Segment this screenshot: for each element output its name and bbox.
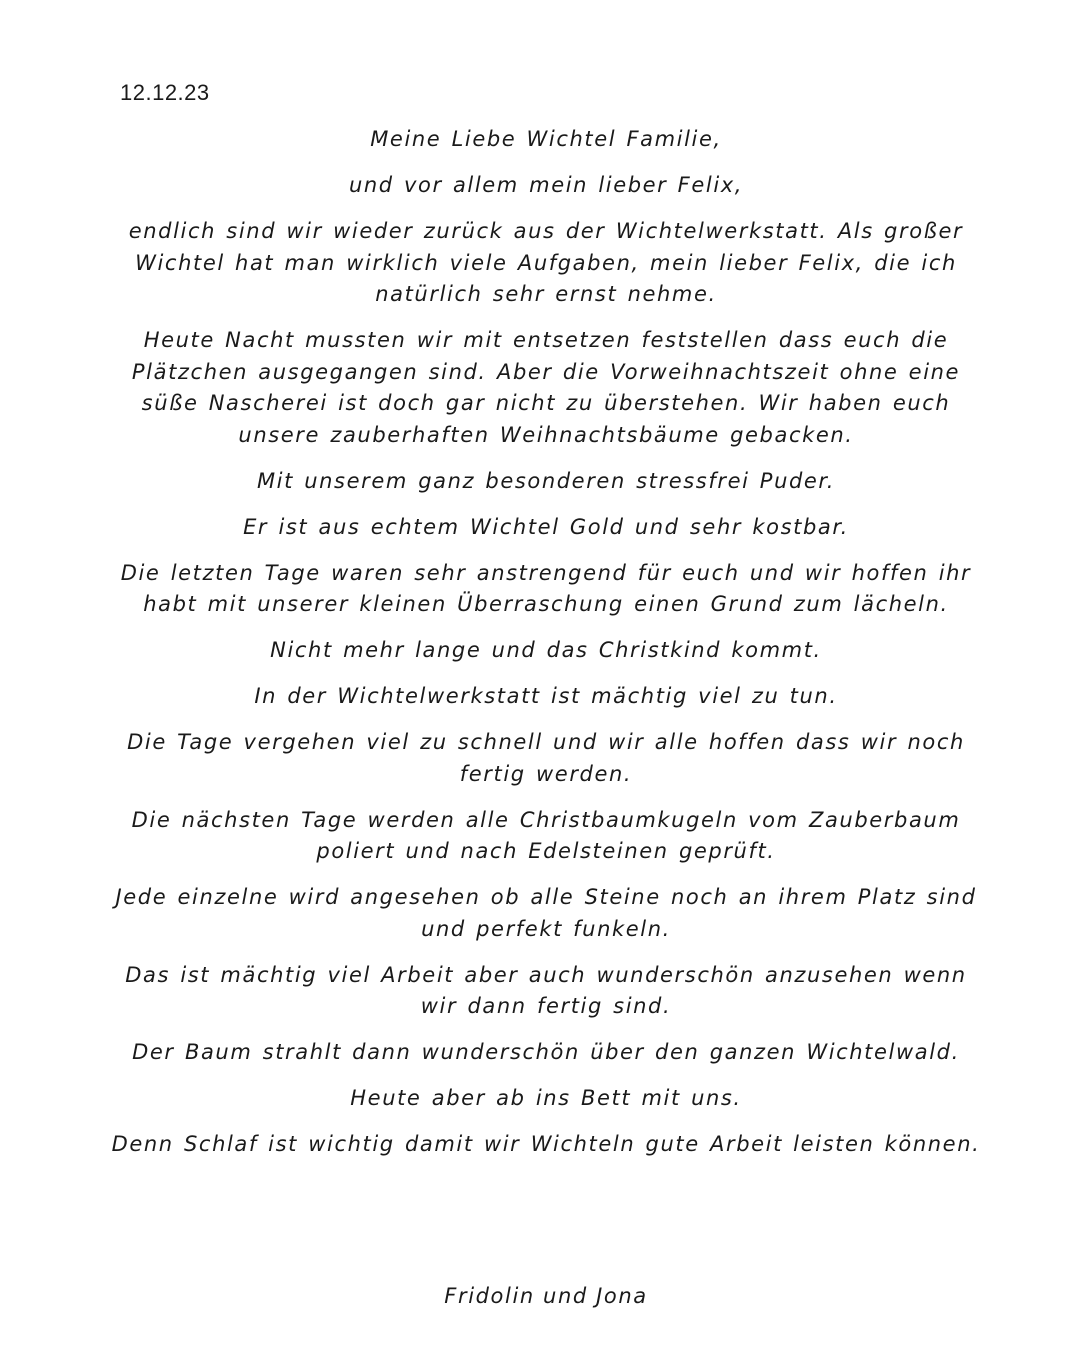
letter-paragraph: Der Baum strahlt dann wunderschön über den ganzen Wichtelwald.: [132, 1040, 960, 1064]
letter-paragraph: Das ist mächtig viel Arbeit aber auch wunderschön anzusehen wenn wir dann fertig sind.: [125, 962, 967, 1018]
letter-paragraph: Die letzten Tage waren sehr anstrengend für euch und wir hoffen ihr habt mit unserer kleinen Überraschung einen Grund zum lächeln.: [120, 560, 972, 616]
letter-paragraph: Jede einzelne wird angesehen ob alle Steine noch an ihrem Platz sind und perfekt funkeln.: [115, 885, 977, 941]
letter-paragraph: Er ist aus echtem Wichtel Gold und sehr kostbar.: [243, 514, 849, 539]
letter-paragraph: Nicht mehr lange und das Christkind kommt.: [270, 638, 822, 662]
letter-paragraph: endlich sind wir wieder zurück aus der Wichtelwerkstatt. Als großer Wichtel hat man wirklich viele Aufgaben, mein lieber Felix, die ich natürlich sehr ernst nehme.: [128, 219, 964, 306]
greeting-line-felix: und vor allem mein lieber Felix,: [348, 173, 744, 197]
letter-paragraph: Heute Nacht mussten wir mit entsetzen feststellen dass euch die Plätzchen ausgegangen sind. Aber die Vorweihnachtszeit ohne eine süße Nascherei ist doch gar nicht zu überstehen. Wir haben euch unsere zauberhaften Weihnachtsbäume gebacken.: [131, 328, 961, 447]
letter-paragraph: Die nächsten Tage werden alle Christbaumkugeln vom Zauberbaum poliert und nach Edelsteinen geprüft.: [131, 807, 961, 863]
letter-body: [110, 124, 982, 1175]
letter-signature: Fridolin und Jona: [444, 1284, 648, 1308]
letter-paragraph: Mit unserem ganz besonderen stressfrei Puder.: [256, 468, 836, 493]
letter-paragraph: Heute aber ab ins Bett mit uns.: [350, 1086, 742, 1110]
letter-date: 12.12.23: [120, 80, 210, 105]
greeting-line: Meine Liebe Wichtel Familie,: [370, 127, 722, 151]
letter-paragraph: Die Tage vergehen viel zu schnell und wir alle hoffen dass wir noch fertig werden.: [127, 730, 965, 786]
letter-paragraph: Denn Schlaf ist wichtig damit wir Wichteln gute Arbeit leisten können.: [111, 1132, 981, 1156]
letter-paragraph: In der Wichtelwerkstatt ist mächtig viel zu tun.: [254, 684, 838, 708]
